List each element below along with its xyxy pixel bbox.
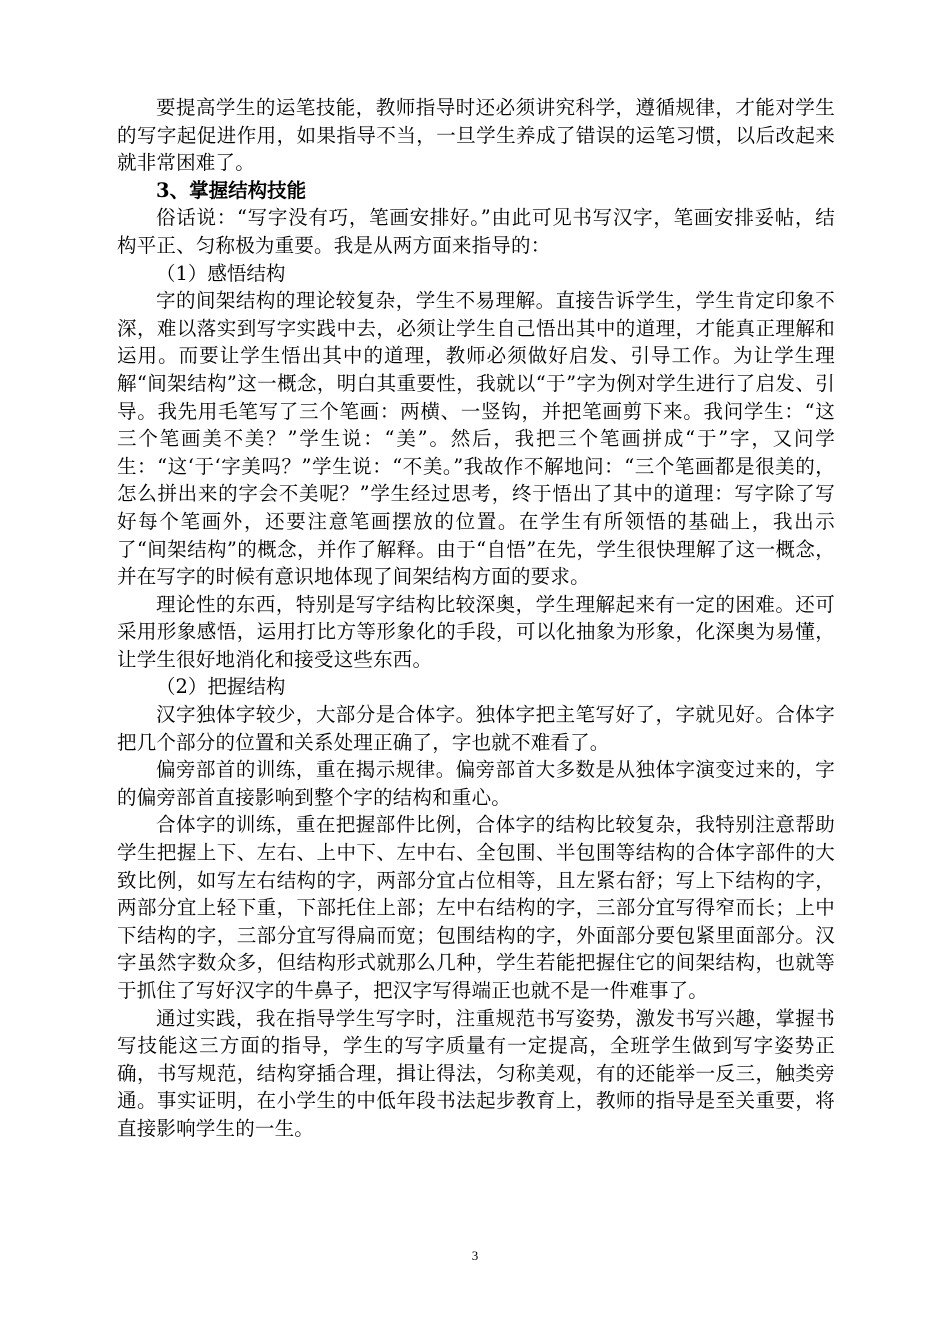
paragraph-component-proportion: 合体字的训练，重在把握部件比例，合体字的结构比较复杂，我特别注意帮助学生把握上下、左右、上中下、左中右、全包围、半包围等结构的合体字部件的大致比例，如写左右结构的字，两部分宜占位相等，且左紧右舒；写上下结构的字，两部分宜上轻下重，下部托住上部；左中右结构的字，三部分宜写得窄而长；上中下结构的字，三部分宜写得扁而宽；包围结构的字，外面部分要包紧里面部分。汉字虽然字数众多，但结构形式就那么几种，学生若能把握住它的间架结构，也就等于抓住了写好汉字的牛鼻子，把汉字写得端正也就不是一件难事了。	[117, 813, 835, 1002]
paragraph-intro: 要提高学生的运笔技能，教师指导时还必须讲究科学，遵循规律，才能对学生的写字起促进作用，如果指导不当，一旦学生养成了错误的运笔习惯，以后改起来就非常困难了。	[117, 96, 835, 175]
subsection-heading-perceive-structure: （1）感悟结构	[156, 261, 286, 285]
paragraph-compound-characters: 汉字独体字较少，大部分是合体字。独体字把主笔写好了，字就见好。合体字把几个部分的位置和关系处理正确了，字也就不难看了。	[117, 703, 835, 754]
paragraph-structure-theory: 字的间架结构的理论较复杂，学生不易理解。直接告诉学生，学生肯定印象不深，难以落实到写字实践中去，必须让学生自己悟出其中的道理，才能真正理解和运用。而要让学生悟出其中的道理，教师必须做好启发、引导工作。为让学生理解“间架结构”这一概念，明白其重要性，我就以“于”字为例对学生进行了启发、引导。我先用毛笔写了三个笔画：两横、一竖钩，并把笔画剪下来。我问学生：“这三个笔画美不美？”学生说：“美”。然后，我把三个笔画拼成“于”字，又问学生：“这‘于‘字美吗？”学生说：“不美。”我故作不解地问：“三个笔画都是很美的，怎么拼出来的字会不美呢？”学生经过思考，终于悟出了其中的道理：写字除了写好每个笔画外，还要注意笔画摆放的位置。在学生有所领悟的基础上，我出示了“间架结构”的概念，并作了解释。由于“自悟”在先，学生很快理解了这一概念，并在写字的时候有意识地体现了间架结构方面的要求。	[117, 289, 835, 589]
page-number: 3	[471, 1248, 479, 1263]
document-body	[117, 94, 835, 1143]
section-heading: 3、掌握结构技能	[156, 178, 307, 202]
paragraph-conclusion: 通过实践，我在指导学生写字时，注重规范书写姿势，激发书写兴趣，掌握书写技能这三方面的指导，学生的写字质量有一定提高，全班学生做到写字姿势正确，书写规范，结构穿插合理，揖让得法，匀称美观，有的还能举一反三，触类旁通。事实证明，在小学生的中低年段书法起步教育上，教师的指导是至关重要，将直接影响学生的一生。	[117, 1006, 835, 1140]
subsection-heading-grasp-structure: （2）把握结构	[156, 675, 286, 699]
paragraph-image-perception: 理论性的东西，特别是写字结构比较深奥，学生理解起来有一定的困难。还可采用形象感悟，运用打比方等形象化的手段，可以化抽象为形象，化深奥为易懂，让学生很好地消化和接受这些东西。	[117, 592, 835, 671]
section-intro-paragraph: 俗话说：“写字没有巧，笔画安排好。”由此可见书写汉字，笔画安排妥帖，结构平正、匀称极为重要。我是从两方面来指导的：	[117, 206, 835, 257]
paragraph-radicals: 偏旁部首的训练，重在揭示规律。偏旁部首大多数是从独体字演变过来的，字的偏旁部首直接影响到整个字的结构和重心。	[117, 758, 835, 809]
